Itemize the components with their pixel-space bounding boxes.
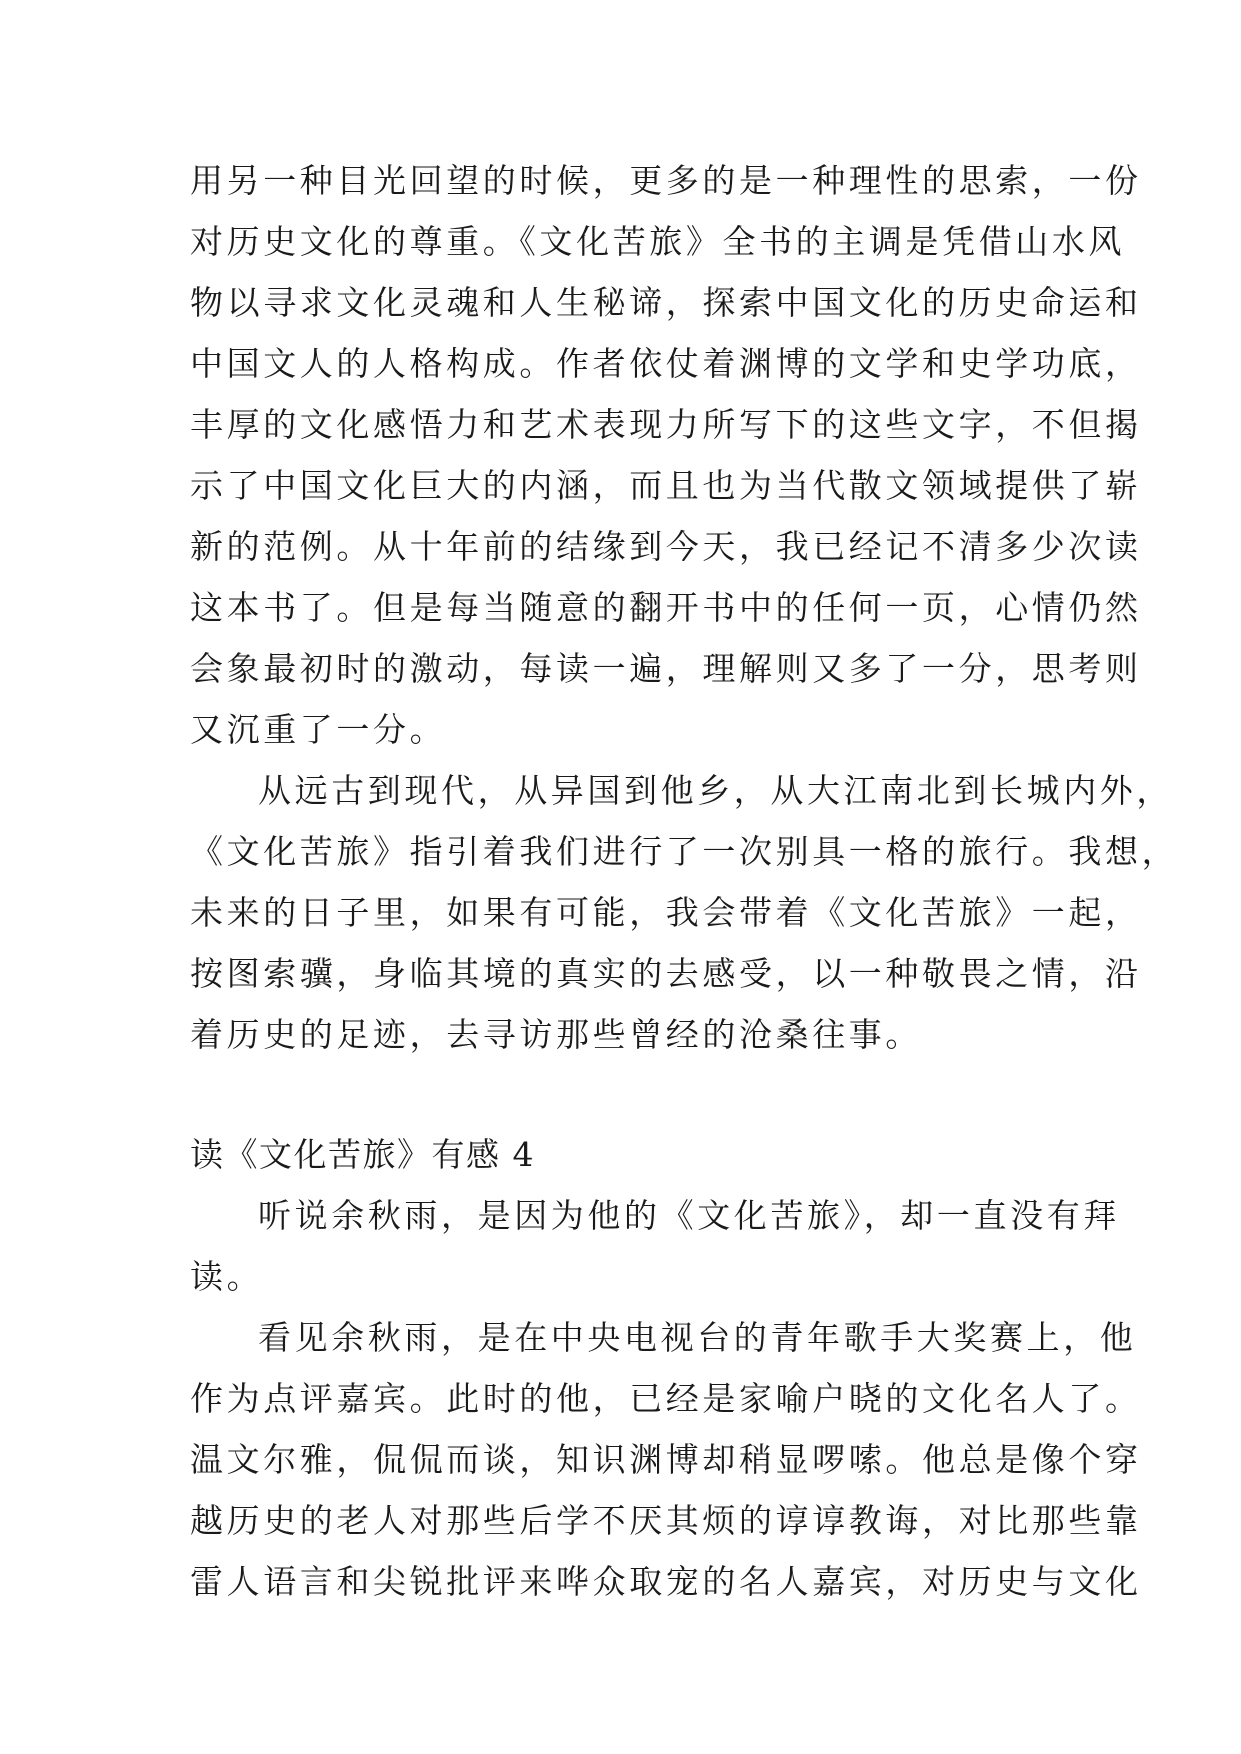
text-line: 着历史的足迹，去寻访那些曾经的沧桑往事。 xyxy=(190,1015,922,1054)
text-line: 新的范例。从十年前的结缘到今天，我已经记不清多少次读 xyxy=(190,527,1142,566)
text-line: 《文化苦旅》指引着我们进行了一次别具一格的旅行。我想， xyxy=(190,832,1179,871)
text-line: 看见余秋雨，是在中央电视台的青年歌手大奖赛上，他 xyxy=(258,1318,1137,1357)
text-line: 中国文人的人格构成。作者依仗着渊博的文学和史学功底， xyxy=(190,344,1142,383)
text-line: 按图索骥，身临其境的真实的去感受，以一种敬畏之情，沿 xyxy=(190,954,1142,993)
text-line: 雷人语言和尖锐批评来哗众取宠的名人嘉宾，对历史与文化 xyxy=(190,1562,1142,1601)
text-line: 越历史的老人对那些后学不厌其烦的谆谆教诲，对比那些靠 xyxy=(190,1501,1142,1540)
text-line: 物以寻求文化灵魂和人生秘谛，探索中国文化的历史命运和 xyxy=(190,283,1142,322)
text-line: 作为点评嘉宾。此时的他，已经是家喻户晓的文化名人了。 xyxy=(190,1379,1142,1418)
text-line: 未来的日子里，如果有可能，我会带着《文化苦旅》一起， xyxy=(190,893,1142,932)
text-line: 示了中国文化巨大的内涵，而且也为当代散文领域提供了崭 xyxy=(190,466,1142,505)
text-line: 温文尔雅，侃侃而谈，知识渊博却稍显啰嗦。他总是像个穿 xyxy=(190,1440,1142,1479)
text-line: 会象最初时的激动，每读一遍，理解则又多了一分，思考则 xyxy=(190,649,1142,688)
text-line: 丰厚的文化感悟力和艺术表现力所写下的这些文字，不但揭 xyxy=(190,405,1142,444)
section-heading: 读《文化苦旅》有感 4 xyxy=(190,1135,535,1174)
text-line: 这本书了。但是每当随意的翻开书中的任何一页，心情仍然 xyxy=(190,588,1142,627)
text-line: 读。 xyxy=(190,1257,264,1296)
text-line: 从远古到现代，从异国到他乡，从大江南北到长城内外， xyxy=(258,771,1173,810)
text-line: 听说余秋雨，是因为他的《文化苦旅》，却一直没有拜 xyxy=(258,1196,1120,1235)
text-line: 又沉重了一分。 xyxy=(190,710,447,749)
text-line: 对历史文化的尊重。《文化苦旅》全书的主调是凭借山水风 xyxy=(190,222,1126,261)
text-line: 用另一种目光回望的时候，更多的是一种理性的思索，一份 xyxy=(190,161,1142,200)
